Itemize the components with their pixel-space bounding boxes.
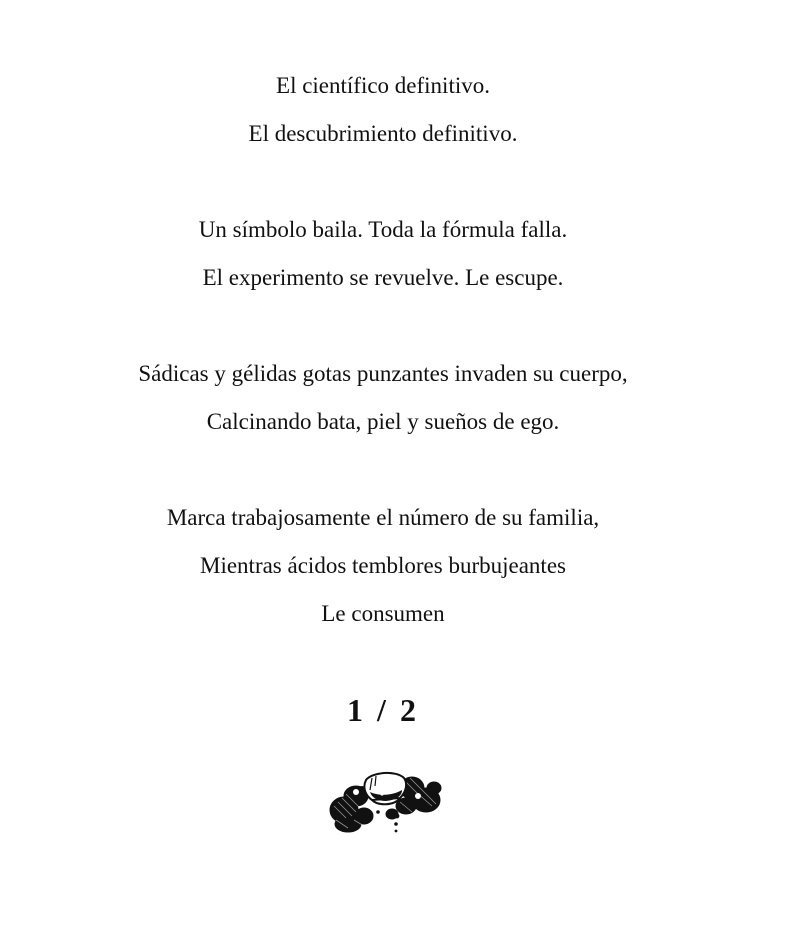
- poem: [0, 62, 766, 686]
- poem-line: Mientras ácidos temblores burbujeantes: [200, 553, 566, 578]
- poem-line: Un símbolo baila. Toda la fórmula falla.: [198, 217, 568, 242]
- stanza-2: [0, 206, 766, 302]
- poem-line: El descubrimiento definitivo.: [248, 121, 518, 146]
- poem-line: Sádicas y gélidas gotas punzantes invaden su cuerpo,: [138, 361, 628, 386]
- poem-line: Le consumen: [321, 601, 445, 626]
- page-marker: 1 / 2: [347, 692, 419, 728]
- poem-line: El experimento se revuelve. Le escupe.: [202, 265, 564, 290]
- stanza-1: [0, 62, 766, 158]
- poem-line: Marca trabajosamente el número de su familia,: [166, 505, 600, 530]
- stanza-4: [0, 494, 766, 638]
- poem-line: Calcinando bata, piel y sueños de ego.: [206, 409, 560, 434]
- stanza-3: [0, 350, 766, 446]
- poem-line: El científico definitivo.: [276, 73, 490, 98]
- acid-splash-flask-icon: [326, 766, 446, 842]
